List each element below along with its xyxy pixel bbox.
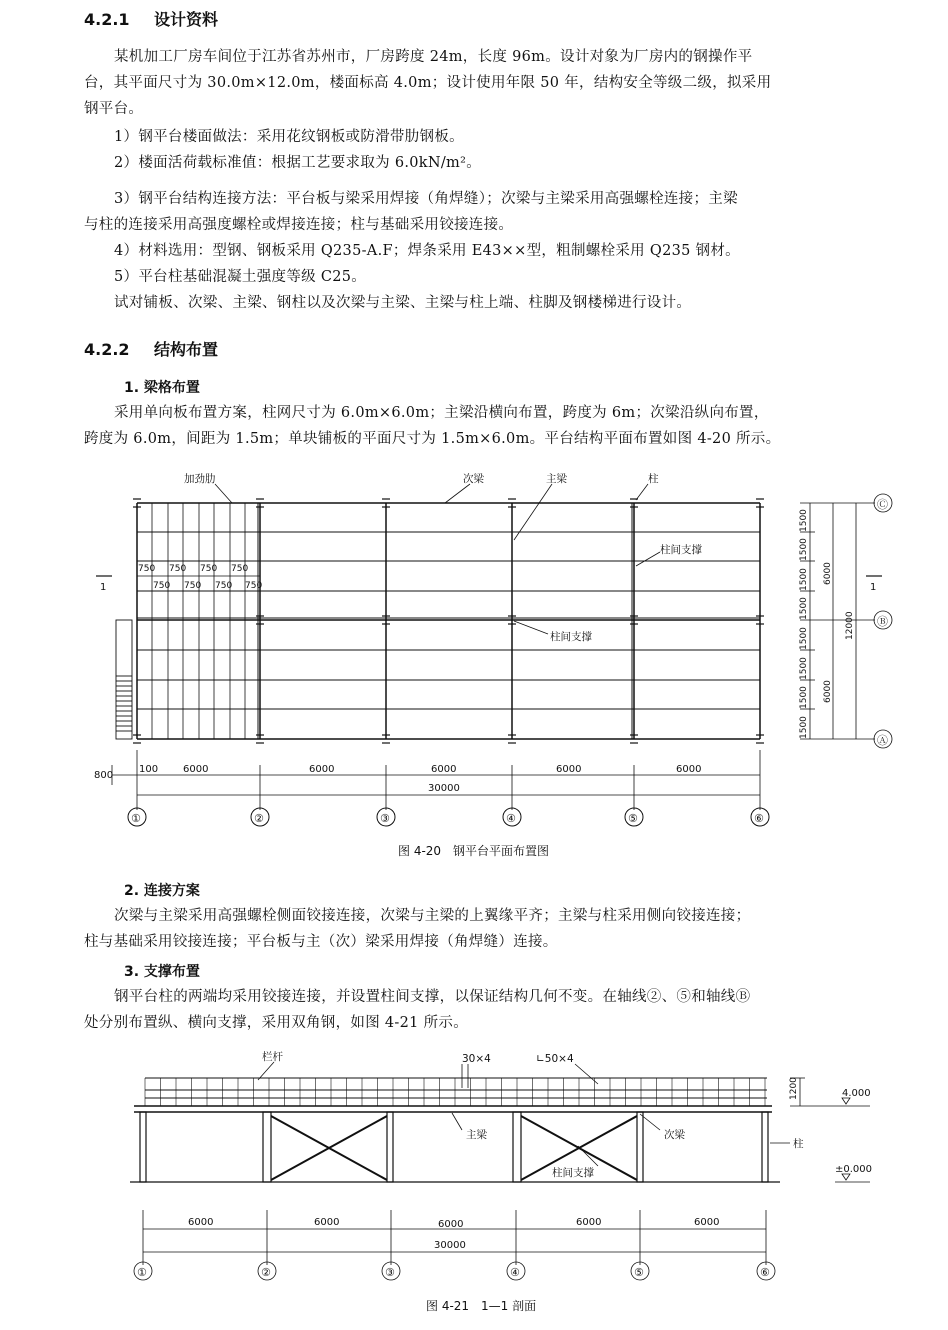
spacing-dim: 750 — [231, 564, 249, 574]
label-railing: 栏杆 — [262, 1051, 283, 1063]
list-item: 与柱的连接采用高强度螺栓或焊接连接；柱与基础采用铰接连接。 — [84, 217, 514, 233]
spacing-dim: 750 — [138, 564, 156, 574]
spacing-dim: 750 — [245, 581, 263, 591]
paragraph-line: 采用单向板布置方案，柱网尺寸为 6.0m×6.0m；主梁沿横向布置，跨度为 6m；次梁沿纵向布置， — [114, 405, 769, 421]
label-column: 柱 — [793, 1138, 804, 1150]
list-item: 5）平台柱基础混凝土强度等级 C25。 — [114, 269, 367, 285]
dim-span: 6000 — [183, 764, 209, 775]
spacing-dim: 750 — [184, 581, 202, 591]
side-dim: 1500 — [799, 568, 809, 591]
side-dim: 1500 — [799, 597, 809, 620]
elevation-ground: ±0.000 — [835, 1164, 873, 1175]
axis-letter: Ⓐ — [877, 734, 888, 747]
dim-span: 6000 — [676, 764, 702, 775]
figure-4-21-section — [0, 1045, 948, 1295]
section-title: 设计资料 — [154, 10, 219, 29]
spacing-dim: 750 — [169, 564, 187, 574]
axis-label: ⑥ — [754, 812, 764, 825]
paragraph-line: 跨度为 6.0m，间距为 1.5m；单块铺板的平面尺寸为 1.5m×6.0m。平台结构平面布置如图 4-20 所示。 — [84, 431, 781, 447]
dim-offset2: 100 — [139, 764, 159, 775]
axis-label: ③ — [385, 1266, 395, 1279]
side-dim: 1500 — [799, 538, 809, 561]
dim-span: 6000 — [314, 1217, 340, 1228]
side-dim: 1500 — [799, 716, 809, 739]
dim-span: 6000 — [431, 764, 457, 775]
axis-label: ③ — [380, 812, 390, 825]
axis-label: ⑤ — [634, 1266, 644, 1279]
dim-span: 6000 — [188, 1217, 214, 1228]
axis-label: ② — [254, 812, 264, 825]
spacing-dim: 750 — [200, 564, 218, 574]
dim-railing-height: 1200 — [789, 1077, 799, 1100]
elevation-top: 4.000 — [842, 1088, 871, 1099]
label-secondary-beam: 次梁 — [463, 473, 484, 485]
intro-line: 钢平台。 — [84, 101, 144, 117]
label-brace: 柱间支撑 — [660, 544, 702, 556]
dim-offset: 800 — [94, 770, 114, 781]
figure-caption-4-20: 图 4-20 钢平台平面布置图 — [398, 844, 550, 858]
label-main-beam: 主梁 — [546, 473, 567, 485]
subheading-grid-layout: 1. 梁格布置 — [124, 380, 200, 396]
section-mark-right: 1 — [870, 582, 877, 593]
dim-total: 30000 — [428, 783, 460, 794]
axis-label: ④ — [510, 1266, 520, 1279]
requirement-list — [84, 124, 914, 316]
spacing-dim: 750 — [153, 581, 171, 591]
bracing-paragraph — [84, 984, 914, 1036]
section-heading-4-2-1 — [84, 7, 218, 30]
dim-span: 6000 — [576, 1217, 602, 1228]
list-item: 2）楼面活荷载标准值：根据工艺要求取为 6.0kN/m²。 — [114, 155, 482, 171]
axis-label: ⑤ — [628, 812, 638, 825]
side-dim: 1500 — [799, 627, 809, 650]
section-heading-4-2-2 — [84, 337, 218, 360]
intro-line: 某机加工厂房车间位于江苏省苏州市，厂房跨度 24m，长度 96m。设计对象为厂房内的钢操作平 — [114, 49, 753, 65]
label-main-beam: 主梁 — [466, 1129, 487, 1141]
list-item: 3）钢平台结构连接方法：平台板与梁采用焊接（角焊缝）；次梁与主梁采用高强螺栓连接；主梁 — [114, 191, 738, 207]
side-half-dim: 6000 — [823, 680, 833, 703]
figure-4-20-plan — [0, 465, 948, 835]
spacing-dim: 750 — [215, 581, 233, 591]
side-half-dim: 6000 — [823, 562, 833, 585]
paragraph-line: 次梁与主梁采用高强螺栓侧面铰接连接，次梁与主梁的上翼缘平齐；主梁与柱采用侧向铰接连接； — [114, 908, 751, 924]
list-item: 1）钢平台楼面做法：采用花纹钢板或防滑带肋钢板。 — [114, 129, 464, 145]
list-item: 4）材料选用：型钢、钢板采用 Q235-A.F；焊条采用 E43××型，粗制螺栓采用 Q235 钢材。 — [114, 243, 740, 259]
dim-span: 6000 — [309, 764, 335, 775]
axis-label: ④ — [506, 812, 516, 825]
paragraph-line: 处分别布置纵、横向支撑，采用双角钢，如图 4-21 所示。 — [84, 1015, 468, 1031]
label-flat-bar: 30×4 — [462, 1053, 491, 1065]
label-brace: 柱间支撑 — [552, 1167, 594, 1179]
intro-line: 台，其平面尺寸为 30.0m×12.0m，楼面标高 4.0m；设计使用年限 50 年，结构安全等级二级，拟采用 — [84, 75, 772, 91]
axis-label: ① — [131, 812, 141, 825]
axis-label: ② — [261, 1266, 271, 1279]
axis-label: ⑥ — [760, 1266, 770, 1279]
figure-caption-4-21: 图 4-21 1—1 剖面 — [426, 1299, 537, 1313]
label-column: 柱 — [648, 473, 659, 485]
section-mark-left: 1 — [100, 582, 107, 593]
axis-label: ① — [137, 1266, 147, 1279]
dim-span: 6000 — [694, 1217, 720, 1228]
side-dim: 1500 — [799, 657, 809, 680]
dim-total: 30000 — [434, 1240, 466, 1251]
label-angle: ∟50×4 — [536, 1053, 574, 1065]
connection-paragraph — [84, 903, 914, 955]
intro-paragraph — [84, 44, 914, 122]
paragraph-line: 钢平台柱的两端均采用铰接连接，并设置柱间支撑，以保证结构几何不变。在轴线②、⑤和轴线Ⓑ — [114, 989, 751, 1005]
axis-letter: Ⓑ — [877, 615, 888, 628]
paragraph-line: 柱与基础采用铰接连接；平台板与主（次）梁采用焊接（角焊缝）连接。 — [84, 934, 558, 950]
grid-layout-paragraph — [84, 400, 914, 452]
dim-span: 6000 — [438, 1219, 464, 1230]
section-title: 结构布置 — [154, 340, 219, 359]
side-dim: 1500 — [799, 686, 809, 709]
section-number: 4.2.1 — [84, 10, 130, 29]
label-secondary-beam: 次梁 — [664, 1129, 685, 1141]
label-stiffener: 加劲肋 — [184, 473, 216, 485]
dim-span: 6000 — [556, 764, 582, 775]
side-dim: 1500 — [799, 509, 809, 532]
side-total-dim: 12000 — [845, 611, 855, 640]
subheading-bracing: 3. 支撑布置 — [124, 964, 200, 980]
list-item: 试对铺板、次梁、主梁、钢柱以及次梁与主梁、主梁与柱上端、柱脚及钢楼梯进行设计。 — [114, 295, 692, 311]
label-brace: 柱间支撑 — [550, 631, 592, 643]
axis-letter: Ⓒ — [877, 498, 888, 511]
section-number: 4.2.2 — [84, 340, 130, 359]
subheading-connection: 2. 连接方案 — [124, 883, 200, 899]
